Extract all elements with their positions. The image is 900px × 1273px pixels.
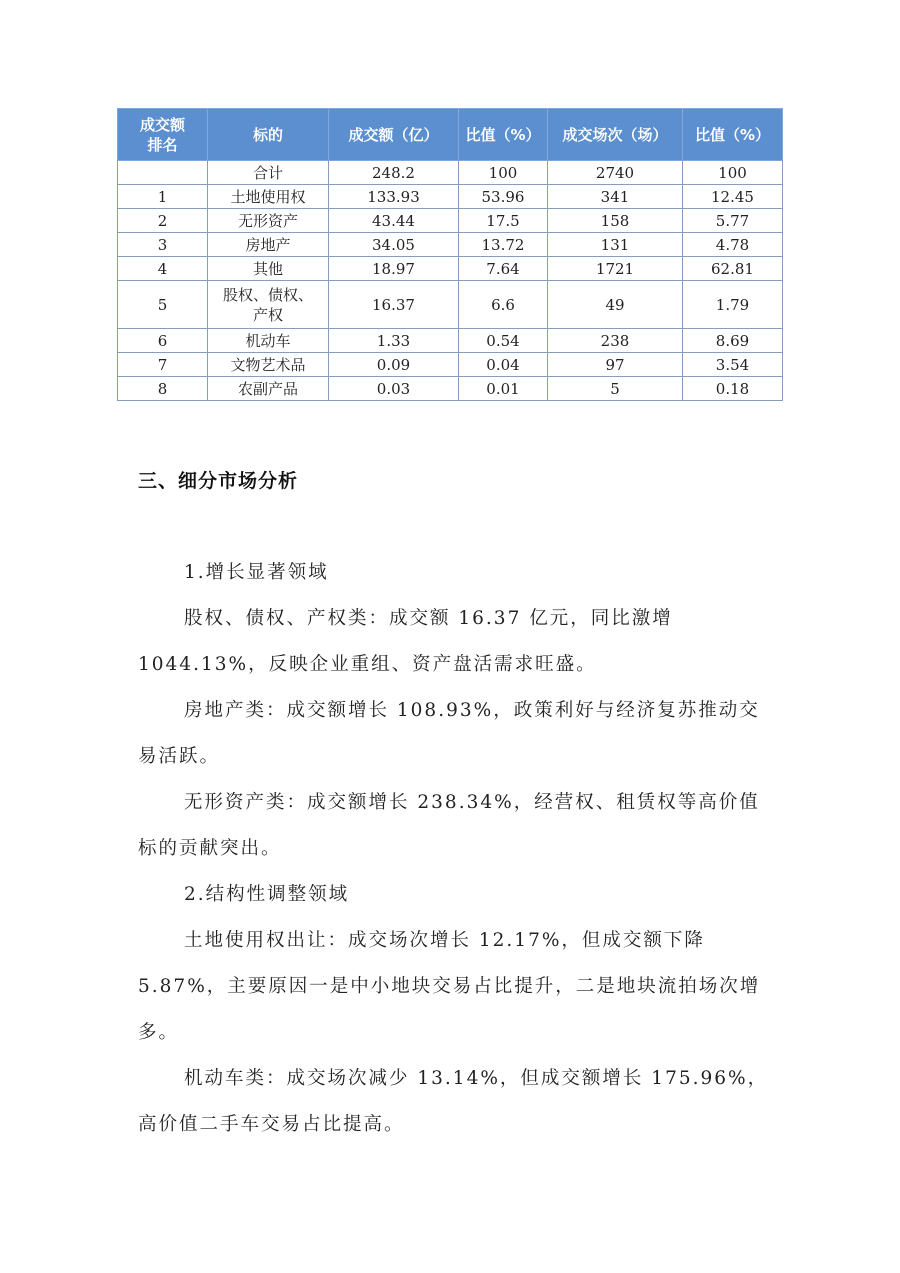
cell-rank: 3 bbox=[118, 233, 208, 257]
cell-subject: 文物艺术品 bbox=[208, 353, 329, 377]
table-row bbox=[118, 233, 783, 257]
cell-amount-ratio: 7.64 bbox=[459, 257, 548, 281]
cell-subject: 农副产品 bbox=[208, 377, 329, 401]
cell-amount-ratio: 6.6 bbox=[459, 281, 548, 329]
paragraph-intangible: 无形资产类：成交额增长 238.34%，经营权、租赁权等高价值标的贡献突出。 bbox=[138, 792, 760, 859]
cell-subject bbox=[208, 281, 329, 329]
header-rank-line2: 排名 bbox=[147, 135, 178, 154]
table-row bbox=[118, 209, 783, 233]
cell-rank bbox=[118, 161, 208, 185]
paragraph-equity: 股权、债权、产权类：成交额 16.37 亿元，同比激增 1044.13%，反映企业重组、资产盘活需求旺盛。 bbox=[138, 608, 673, 675]
cell-sessions: 1721 bbox=[548, 257, 683, 281]
cell-amount-ratio: 0.04 bbox=[459, 353, 548, 377]
cell-amount: 0.09 bbox=[329, 353, 459, 377]
table-row bbox=[118, 329, 783, 353]
cell-amount: 0.03 bbox=[329, 377, 459, 401]
header-rank bbox=[118, 109, 208, 161]
cell-sessions: 238 bbox=[548, 329, 683, 353]
cell-sessions-ratio: 62.81 bbox=[683, 257, 783, 281]
table-row bbox=[118, 353, 783, 377]
cell-subject-line2: 产权 bbox=[252, 305, 283, 324]
header-subject: 标的 bbox=[208, 109, 329, 161]
cell-rank: 1 bbox=[118, 185, 208, 209]
header-amount-ratio: 比值（%） bbox=[459, 109, 548, 161]
cell-rank: 4 bbox=[118, 257, 208, 281]
cell-subject: 其他 bbox=[208, 257, 329, 281]
cell-sessions-ratio: 3.54 bbox=[683, 353, 783, 377]
header-rank-line1: 成交额 bbox=[139, 115, 185, 134]
cell-subject: 合计 bbox=[208, 161, 329, 185]
subheading-structural: 2.结构性调整领域 bbox=[184, 884, 350, 905]
cell-subject-line1: 股权、债权、 bbox=[222, 285, 313, 304]
cell-rank: 6 bbox=[118, 329, 208, 353]
cell-amount: 16.37 bbox=[329, 281, 459, 329]
transaction-ranking-table bbox=[117, 108, 782, 401]
subheading-growth: 1.增长显著领域 bbox=[184, 562, 329, 583]
cell-sessions: 341 bbox=[548, 185, 683, 209]
cell-amount: 34.05 bbox=[329, 233, 459, 257]
cell-subject: 土地使用权 bbox=[208, 185, 329, 209]
cell-rank: 5 bbox=[118, 281, 208, 329]
table-row bbox=[118, 281, 783, 329]
header-sessions: 成交场次（场） bbox=[548, 109, 683, 161]
paragraph-land: 土地使用权出让：成交场次增长 12.17%，但成交额下降 5.87%，主要原因一是中小地块交易占比提升，二是地块流拍场次增多。 bbox=[138, 930, 761, 1043]
table-row bbox=[118, 161, 783, 185]
table-row bbox=[118, 377, 783, 401]
cell-amount: 1.33 bbox=[329, 329, 459, 353]
cell-rank: 2 bbox=[118, 209, 208, 233]
cell-sessions: 49 bbox=[548, 281, 683, 329]
cell-sessions: 131 bbox=[548, 233, 683, 257]
cell-sessions-ratio: 4.78 bbox=[683, 233, 783, 257]
header-sessions-ratio: 比值（%） bbox=[683, 109, 783, 161]
cell-rank: 8 bbox=[118, 377, 208, 401]
cell-rank: 7 bbox=[118, 353, 208, 377]
cell-sessions-ratio: 8.69 bbox=[683, 329, 783, 353]
cell-subject: 房地产 bbox=[208, 233, 329, 257]
cell-subject: 无形资产 bbox=[208, 209, 329, 233]
cell-sessions-ratio: 12.45 bbox=[683, 185, 783, 209]
cell-sessions-ratio: 5.77 bbox=[683, 209, 783, 233]
cell-amount-ratio: 0.01 bbox=[459, 377, 548, 401]
cell-amount: 248.2 bbox=[329, 161, 459, 185]
cell-amount: 43.44 bbox=[329, 209, 459, 233]
cell-amount-ratio: 17.5 bbox=[459, 209, 548, 233]
cell-amount: 133.93 bbox=[329, 185, 459, 209]
table-row bbox=[118, 257, 783, 281]
section-title: 三、细分市场分析 bbox=[138, 470, 299, 492]
paragraph-vehicles: 机动车类：成交场次减少 13.14%，但成交额增长 175.96%，高价值二手车交易占比提高。 bbox=[138, 1068, 769, 1135]
cell-amount-ratio: 0.54 bbox=[459, 329, 548, 353]
cell-subject: 机动车 bbox=[208, 329, 329, 353]
cell-sessions: 158 bbox=[548, 209, 683, 233]
cell-sessions-ratio: 1.79 bbox=[683, 281, 783, 329]
paragraph-real-estate: 房地产类：成交额增长 108.93%，政策利好与经济复苏推动交易活跃。 bbox=[138, 700, 760, 767]
table-header bbox=[118, 109, 783, 161]
cell-amount-ratio: 100 bbox=[459, 161, 548, 185]
cell-sessions-ratio: 100 bbox=[683, 161, 783, 185]
cell-sessions-ratio: 0.18 bbox=[683, 377, 783, 401]
cell-sessions: 5 bbox=[548, 377, 683, 401]
cell-amount: 18.97 bbox=[329, 257, 459, 281]
cell-amount-ratio: 13.72 bbox=[459, 233, 548, 257]
cell-sessions: 97 bbox=[548, 353, 683, 377]
header-amount: 成交额（亿） bbox=[329, 109, 459, 161]
cell-sessions: 2740 bbox=[548, 161, 683, 185]
cell-amount-ratio: 53.96 bbox=[459, 185, 548, 209]
table-row bbox=[118, 185, 783, 209]
